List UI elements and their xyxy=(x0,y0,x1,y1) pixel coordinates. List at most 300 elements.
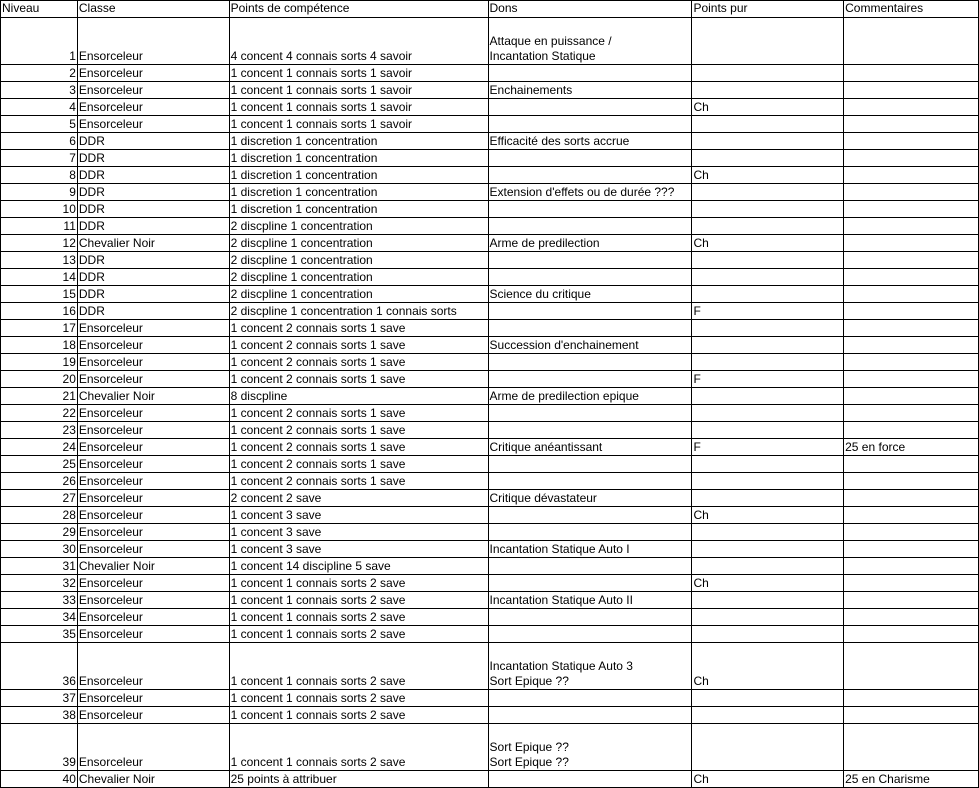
header-points-pur: Points pur xyxy=(692,1,844,18)
cell-commentaires[interactable] xyxy=(844,235,979,252)
cell-classe[interactable]: Ensorceleur xyxy=(77,524,229,541)
cell-niveau[interactable]: 19 xyxy=(1,354,78,371)
cell-commentaires[interactable] xyxy=(844,133,979,150)
cell-commentaires[interactable] xyxy=(844,201,979,218)
cell-points-pur[interactable] xyxy=(692,707,844,724)
cell-dons[interactable] xyxy=(488,337,692,354)
table-row xyxy=(1,690,979,707)
cell-commentaires[interactable] xyxy=(844,558,979,575)
cell-points-competence[interactable]: 1 concent 1 connais sorts 1 savoir xyxy=(229,99,488,116)
cell-points-competence[interactable]: 1 concent 2 connais sorts 1 save xyxy=(229,320,488,337)
cell-niveau[interactable]: 23 xyxy=(1,422,78,439)
cell-points-pur[interactable]: Ch xyxy=(692,99,844,116)
cell-points-competence[interactable]: 1 concent 3 save xyxy=(229,507,488,524)
header-row xyxy=(1,1,979,18)
cell-dons[interactable] xyxy=(488,626,692,643)
cell-points-pur[interactable] xyxy=(692,690,844,707)
cell-commentaires[interactable] xyxy=(844,320,979,337)
cell-points-competence[interactable]: 2 discpline 1 concentration xyxy=(229,252,488,269)
cell-points-pur[interactable]: Ch xyxy=(692,235,844,252)
cell-points-competence[interactable]: 1 discretion 1 concentration xyxy=(229,133,488,150)
cell-points-competence[interactable]: 1 concent 3 save xyxy=(229,541,488,558)
don-line: Extension d'effets ou de durée ??? xyxy=(489,185,675,199)
cell-dons[interactable] xyxy=(488,184,692,201)
cell-dons[interactable] xyxy=(488,201,692,218)
cell-classe[interactable]: Chevalier Noir xyxy=(77,771,229,788)
cell-niveau[interactable]: 29 xyxy=(1,524,78,541)
cell-classe[interactable]: DDR xyxy=(77,303,229,320)
cell-points-competence[interactable]: 1 concent 1 connais sorts 2 save xyxy=(229,690,488,707)
table-row xyxy=(1,422,979,439)
cell-niveau[interactable]: 18 xyxy=(1,337,78,354)
cell-points-competence[interactable]: 1 discretion 1 concentration xyxy=(229,184,488,201)
cell-points-competence[interactable]: 4 concent 4 connais sorts 4 savoir xyxy=(229,18,488,65)
cell-commentaires[interactable] xyxy=(844,473,979,490)
cell-niveau[interactable]: 30 xyxy=(1,541,78,558)
cell-dons[interactable] xyxy=(488,575,692,592)
cell-niveau[interactable]: 37 xyxy=(1,690,78,707)
table-row xyxy=(1,99,979,116)
cell-classe[interactable]: Ensorceleur xyxy=(77,337,229,354)
table-row xyxy=(1,456,979,473)
cell-points-pur[interactable]: F xyxy=(692,371,844,388)
cell-dons[interactable] xyxy=(488,18,692,65)
cell-classe[interactable]: DDR xyxy=(77,286,229,303)
table-row xyxy=(1,337,979,354)
table-row xyxy=(1,558,979,575)
table-row xyxy=(1,354,979,371)
table-row xyxy=(1,235,979,252)
cell-points-pur[interactable] xyxy=(692,133,844,150)
cell-points-pur[interactable] xyxy=(692,354,844,371)
table-body xyxy=(1,18,979,788)
cell-niveau[interactable]: 7 xyxy=(1,150,78,167)
cell-dons[interactable] xyxy=(488,303,692,320)
cell-commentaires[interactable] xyxy=(844,337,979,354)
table-row xyxy=(1,65,979,82)
table-row xyxy=(1,524,979,541)
cell-points-pur[interactable] xyxy=(692,201,844,218)
cell-dons[interactable] xyxy=(488,771,692,788)
cell-points-competence[interactable]: 1 concent 2 connais sorts 1 save xyxy=(229,473,488,490)
cell-niveau[interactable]: 12 xyxy=(1,235,78,252)
header-commentaires: Commentaires xyxy=(844,1,979,18)
cell-commentaires[interactable] xyxy=(844,65,979,82)
cell-commentaires[interactable] xyxy=(844,524,979,541)
cell-classe[interactable]: Ensorceleur xyxy=(77,371,229,388)
cell-points-pur[interactable] xyxy=(692,592,844,609)
cell-dons[interactable] xyxy=(488,405,692,422)
table-row xyxy=(1,286,979,303)
cell-dons[interactable] xyxy=(488,65,692,82)
cell-points-pur[interactable] xyxy=(692,286,844,303)
cell-classe[interactable]: Ensorceleur xyxy=(77,724,229,771)
cell-dons[interactable] xyxy=(488,456,692,473)
cell-points-competence[interactable]: 1 concent 1 connais sorts 2 save xyxy=(229,626,488,643)
cell-commentaires[interactable] xyxy=(844,269,979,286)
cell-niveau[interactable]: 26 xyxy=(1,473,78,490)
cell-dons[interactable] xyxy=(488,707,692,724)
cell-niveau[interactable]: 11 xyxy=(1,218,78,235)
cell-commentaires[interactable] xyxy=(844,724,979,771)
cell-commentaires[interactable] xyxy=(844,116,979,133)
cell-points-competence[interactable]: 1 concent 2 connais sorts 1 save xyxy=(229,422,488,439)
don-line: Arme de predilection xyxy=(489,236,600,250)
cell-classe[interactable]: Ensorceleur xyxy=(77,354,229,371)
cell-points-pur[interactable] xyxy=(692,405,844,422)
cell-points-competence[interactable]: 2 discpline 1 concentration xyxy=(229,269,488,286)
cell-classe[interactable]: Ensorceleur xyxy=(77,18,229,65)
cell-points-competence[interactable]: 2 discpline 1 concentration 1 connais sorts xyxy=(229,303,488,320)
cell-commentaires[interactable]: 25 en Charisme xyxy=(844,771,979,788)
don-line: Incantation Statique xyxy=(489,49,596,63)
cell-dons[interactable] xyxy=(488,286,692,303)
cell-niveau[interactable]: 40 xyxy=(1,771,78,788)
table-row xyxy=(1,252,979,269)
cell-commentaires[interactable] xyxy=(844,609,979,626)
cell-points-competence[interactable]: 1 concent 2 connais sorts 1 save xyxy=(229,439,488,456)
cell-dons[interactable] xyxy=(488,541,692,558)
table-row xyxy=(1,150,979,167)
cell-niveau[interactable]: 38 xyxy=(1,707,78,724)
don-line: Enchainements xyxy=(489,83,573,97)
cell-niveau[interactable]: 32 xyxy=(1,575,78,592)
cell-dons[interactable] xyxy=(488,388,692,405)
table-row xyxy=(1,541,979,558)
cell-niveau[interactable]: 8 xyxy=(1,167,78,184)
cell-points-pur[interactable] xyxy=(692,388,844,405)
cell-commentaires[interactable] xyxy=(844,405,979,422)
table-row xyxy=(1,269,979,286)
cell-dons[interactable] xyxy=(488,150,692,167)
cell-classe[interactable]: Ensorceleur xyxy=(77,116,229,133)
cell-commentaires[interactable] xyxy=(844,150,979,167)
cell-points-competence[interactable]: 1 concent 2 connais sorts 1 save xyxy=(229,354,488,371)
cell-commentaires[interactable] xyxy=(844,82,979,99)
cell-commentaires[interactable] xyxy=(844,371,979,388)
cell-dons[interactable] xyxy=(488,99,692,116)
cell-points-competence[interactable]: 1 discretion 1 concentration xyxy=(229,167,488,184)
cell-points-pur[interactable]: F xyxy=(692,439,844,456)
cell-dons[interactable] xyxy=(488,609,692,626)
cell-classe[interactable]: Ensorceleur xyxy=(77,65,229,82)
cell-niveau[interactable]: 28 xyxy=(1,507,78,524)
cell-points-pur[interactable]: F xyxy=(692,303,844,320)
cell-points-competence[interactable]: 1 discretion 1 concentration xyxy=(229,150,488,167)
cell-dons[interactable] xyxy=(488,269,692,286)
cell-commentaires[interactable] xyxy=(844,354,979,371)
cell-points-pur[interactable] xyxy=(692,116,844,133)
cell-points-competence[interactable]: 1 concent 1 connais sorts 2 save xyxy=(229,575,488,592)
don-line: Incantation Statique Auto 3 xyxy=(489,659,633,673)
cell-dons[interactable] xyxy=(488,643,692,690)
cell-commentaires[interactable] xyxy=(844,456,979,473)
table-row xyxy=(1,388,979,405)
table-row xyxy=(1,371,979,388)
cell-niveau[interactable]: 21 xyxy=(1,388,78,405)
cell-classe[interactable]: Ensorceleur xyxy=(77,82,229,99)
cell-points-pur[interactable]: Ch xyxy=(692,771,844,788)
header-classe: Classe xyxy=(77,1,229,18)
cell-points-competence[interactable]: 1 concent 1 connais sorts 1 savoir xyxy=(229,65,488,82)
don-line: Science du critique xyxy=(489,287,591,301)
cell-classe[interactable]: DDR xyxy=(77,184,229,201)
cell-commentaires[interactable] xyxy=(844,575,979,592)
cell-classe[interactable]: DDR xyxy=(77,133,229,150)
table-row xyxy=(1,439,979,456)
cell-commentaires[interactable] xyxy=(844,99,979,116)
don-line: Succession d'enchainement xyxy=(489,338,639,352)
cell-points-competence[interactable]: 1 concent 14 discipline 5 save xyxy=(229,558,488,575)
table-row xyxy=(1,771,979,788)
cell-dons[interactable] xyxy=(488,473,692,490)
table-row xyxy=(1,592,979,609)
table-row xyxy=(1,320,979,337)
cell-classe[interactable]: Ensorceleur xyxy=(77,473,229,490)
cell-points-competence[interactable]: 2 concent 2 save xyxy=(229,490,488,507)
cell-points-competence[interactable]: 1 concent 3 save xyxy=(229,524,488,541)
cell-points-competence[interactable]: 1 concent 2 connais sorts 1 save xyxy=(229,405,488,422)
cell-points-competence[interactable]: 1 concent 1 connais sorts 2 save xyxy=(229,724,488,771)
cell-dons[interactable] xyxy=(488,490,692,507)
cell-classe[interactable]: DDR xyxy=(77,252,229,269)
table-row xyxy=(1,133,979,150)
table-row xyxy=(1,609,979,626)
cell-commentaires[interactable] xyxy=(844,690,979,707)
don-line: Attaque en puissance / xyxy=(489,34,612,48)
cell-niveau[interactable]: 35 xyxy=(1,626,78,643)
cell-classe[interactable]: Ensorceleur xyxy=(77,439,229,456)
cell-niveau[interactable]: 3 xyxy=(1,82,78,99)
cell-dons[interactable] xyxy=(488,133,692,150)
cell-dons[interactable] xyxy=(488,116,692,133)
cell-niveau[interactable]: 22 xyxy=(1,405,78,422)
table-row xyxy=(1,18,979,65)
cell-dons[interactable] xyxy=(488,82,692,99)
cell-classe[interactable]: DDR xyxy=(77,201,229,218)
cell-niveau[interactable]: 9 xyxy=(1,184,78,201)
cell-dons[interactable] xyxy=(488,592,692,609)
cell-commentaires[interactable] xyxy=(844,303,979,320)
cell-classe[interactable]: Ensorceleur xyxy=(77,320,229,337)
table-row xyxy=(1,575,979,592)
cell-classe[interactable]: Ensorceleur xyxy=(77,405,229,422)
cell-dons[interactable] xyxy=(488,235,692,252)
cell-classe[interactable]: Ensorceleur xyxy=(77,541,229,558)
cell-dons[interactable] xyxy=(488,524,692,541)
cell-classe[interactable]: Ensorceleur xyxy=(77,690,229,707)
cell-classe[interactable]: Ensorceleur xyxy=(77,707,229,724)
cell-dons[interactable] xyxy=(488,724,692,771)
cell-niveau[interactable]: 14 xyxy=(1,269,78,286)
table-row xyxy=(1,405,979,422)
cell-commentaires[interactable] xyxy=(844,507,979,524)
cell-commentaires[interactable] xyxy=(844,592,979,609)
cell-points-pur[interactable] xyxy=(692,626,844,643)
cell-niveau[interactable]: 10 xyxy=(1,201,78,218)
cell-classe[interactable]: DDR xyxy=(77,269,229,286)
table-row xyxy=(1,507,979,524)
table-row xyxy=(1,167,979,184)
cell-classe[interactable]: Chevalier Noir xyxy=(77,388,229,405)
cell-points-competence[interactable]: 2 discpline 1 concentration xyxy=(229,235,488,252)
cell-points-pur[interactable]: Ch xyxy=(692,643,844,690)
cell-dons[interactable] xyxy=(488,422,692,439)
cell-points-competence[interactable]: 1 concent 1 connais sorts 2 save xyxy=(229,643,488,690)
cell-points-pur[interactable] xyxy=(692,218,844,235)
cell-points-pur[interactable] xyxy=(692,82,844,99)
table-row xyxy=(1,201,979,218)
cell-points-pur[interactable] xyxy=(692,269,844,286)
cell-classe[interactable]: Chevalier Noir xyxy=(77,558,229,575)
cell-commentaires[interactable] xyxy=(844,490,979,507)
cell-points-pur[interactable] xyxy=(692,724,844,771)
cell-niveau[interactable]: 5 xyxy=(1,116,78,133)
cell-points-competence[interactable]: 1 concent 1 connais sorts 2 save xyxy=(229,609,488,626)
cell-points-pur[interactable] xyxy=(692,65,844,82)
cell-dons[interactable] xyxy=(488,218,692,235)
cell-niveau[interactable]: 34 xyxy=(1,609,78,626)
cell-points-competence[interactable]: 1 concent 2 connais sorts 1 save xyxy=(229,371,488,388)
cell-niveau[interactable]: 1 xyxy=(1,18,78,65)
cell-classe[interactable]: Ensorceleur xyxy=(77,626,229,643)
cell-points-competence[interactable]: 2 discpline 1 concentration xyxy=(229,218,488,235)
cell-classe[interactable]: Ensorceleur xyxy=(77,99,229,116)
cell-points-competence[interactable]: 1 concent 1 connais sorts 2 save xyxy=(229,707,488,724)
cell-points-pur[interactable] xyxy=(692,609,844,626)
cell-points-competence[interactable]: 1 concent 1 connais sorts 1 savoir xyxy=(229,82,488,99)
cell-classe[interactable]: Chevalier Noir xyxy=(77,235,229,252)
cell-commentaires[interactable] xyxy=(844,388,979,405)
don-line: Sort Epique ?? xyxy=(489,755,569,769)
cell-commentaires[interactable] xyxy=(844,167,979,184)
don-line: Critique anéantissant xyxy=(489,440,603,454)
cell-commentaires[interactable]: 25 en force xyxy=(844,439,979,456)
cell-points-pur[interactable] xyxy=(692,337,844,354)
cell-niveau[interactable]: 17 xyxy=(1,320,78,337)
table-row xyxy=(1,184,979,201)
cell-niveau[interactable]: 16 xyxy=(1,303,78,320)
cell-dons[interactable] xyxy=(488,320,692,337)
cell-dons[interactable] xyxy=(488,507,692,524)
cell-niveau[interactable]: 27 xyxy=(1,490,78,507)
cell-points-pur[interactable] xyxy=(692,456,844,473)
don-line: Critique dévastateur xyxy=(489,491,597,505)
table-row xyxy=(1,490,979,507)
cell-points-pur[interactable] xyxy=(692,320,844,337)
cell-classe[interactable]: Ensorceleur xyxy=(77,456,229,473)
don-line: Sort Epique ?? xyxy=(489,674,569,688)
cell-classe[interactable]: Ensorceleur xyxy=(77,507,229,524)
cell-classe[interactable]: Ensorceleur xyxy=(77,422,229,439)
cell-commentaires[interactable] xyxy=(844,707,979,724)
cell-niveau[interactable]: 31 xyxy=(1,558,78,575)
cell-niveau[interactable]: 20 xyxy=(1,371,78,388)
don-line: Incantation Statique Auto I xyxy=(489,542,630,556)
cell-points-pur[interactable]: Ch xyxy=(692,167,844,184)
cell-commentaires[interactable] xyxy=(844,218,979,235)
cell-points-competence[interactable]: 1 concent 1 connais sorts 1 savoir xyxy=(229,116,488,133)
cell-classe[interactable]: Ensorceleur xyxy=(77,592,229,609)
cell-points-competence[interactable]: 25 points à attribuer xyxy=(229,771,488,788)
cell-commentaires[interactable] xyxy=(844,626,979,643)
cell-points-pur[interactable] xyxy=(692,558,844,575)
cell-classe[interactable]: Ensorceleur xyxy=(77,643,229,690)
cell-points-competence[interactable]: 1 concent 1 connais sorts 2 save xyxy=(229,592,488,609)
header-points-competence: Points de compétence xyxy=(229,1,488,18)
table-row xyxy=(1,303,979,320)
cell-dons[interactable] xyxy=(488,371,692,388)
cell-points-pur[interactable] xyxy=(692,184,844,201)
cell-dons[interactable] xyxy=(488,439,692,456)
cell-classe[interactable]: DDR xyxy=(77,218,229,235)
cell-niveau[interactable]: 33 xyxy=(1,592,78,609)
table-row xyxy=(1,643,979,690)
cell-niveau[interactable]: 4 xyxy=(1,99,78,116)
cell-niveau[interactable]: 6 xyxy=(1,133,78,150)
cell-dons[interactable] xyxy=(488,558,692,575)
cell-points-pur[interactable] xyxy=(692,524,844,541)
cell-classe[interactable]: Ensorceleur xyxy=(77,609,229,626)
header-dons: Dons xyxy=(488,1,692,18)
cell-points-pur[interactable] xyxy=(692,252,844,269)
cell-niveau[interactable]: 24 xyxy=(1,439,78,456)
cell-niveau[interactable]: 39 xyxy=(1,724,78,771)
cell-dons[interactable] xyxy=(488,252,692,269)
cell-classe[interactable]: Ensorceleur xyxy=(77,575,229,592)
table-row xyxy=(1,724,979,771)
table-row xyxy=(1,218,979,235)
cell-dons[interactable] xyxy=(488,690,692,707)
cell-points-pur[interactable]: Ch xyxy=(692,507,844,524)
cell-niveau[interactable]: 13 xyxy=(1,252,78,269)
cell-points-pur[interactable] xyxy=(692,18,844,65)
cell-points-pur[interactable] xyxy=(692,422,844,439)
cell-niveau[interactable]: 2 xyxy=(1,65,78,82)
don-line: Sort Epique ?? xyxy=(489,740,569,754)
cell-points-pur[interactable] xyxy=(692,150,844,167)
cell-classe[interactable]: Ensorceleur xyxy=(77,490,229,507)
table-row xyxy=(1,707,979,724)
cell-points-pur[interactable] xyxy=(692,541,844,558)
cell-commentaires[interactable] xyxy=(844,18,979,65)
table-row xyxy=(1,82,979,99)
cell-points-competence[interactable]: 1 discretion 1 concentration xyxy=(229,201,488,218)
cell-points-competence[interactable]: 1 concent 2 connais sorts 1 save xyxy=(229,337,488,354)
cell-dons[interactable] xyxy=(488,167,692,184)
cell-commentaires[interactable] xyxy=(844,643,979,690)
cell-points-pur[interactable] xyxy=(692,473,844,490)
cell-niveau[interactable]: 36 xyxy=(1,643,78,690)
cell-commentaires[interactable] xyxy=(844,541,979,558)
cell-points-competence[interactable]: 1 concent 2 connais sorts 1 save xyxy=(229,456,488,473)
cell-points-competence[interactable]: 8 discpline xyxy=(229,388,488,405)
cell-points-pur[interactable]: Ch xyxy=(692,575,844,592)
cell-commentaires[interactable] xyxy=(844,252,979,269)
cell-points-competence[interactable]: 2 discpline 1 concentration xyxy=(229,286,488,303)
table-row xyxy=(1,626,979,643)
cell-commentaires[interactable] xyxy=(844,184,979,201)
cell-dons[interactable] xyxy=(488,354,692,371)
cell-points-pur[interactable] xyxy=(692,490,844,507)
cell-commentaires[interactable] xyxy=(844,422,979,439)
cell-classe[interactable]: DDR xyxy=(77,150,229,167)
cell-commentaires[interactable] xyxy=(844,286,979,303)
don-line: Efficacité des sorts accrue xyxy=(489,134,630,148)
cell-classe[interactable]: DDR xyxy=(77,167,229,184)
cell-niveau[interactable]: 25 xyxy=(1,456,78,473)
cell-niveau[interactable]: 15 xyxy=(1,286,78,303)
